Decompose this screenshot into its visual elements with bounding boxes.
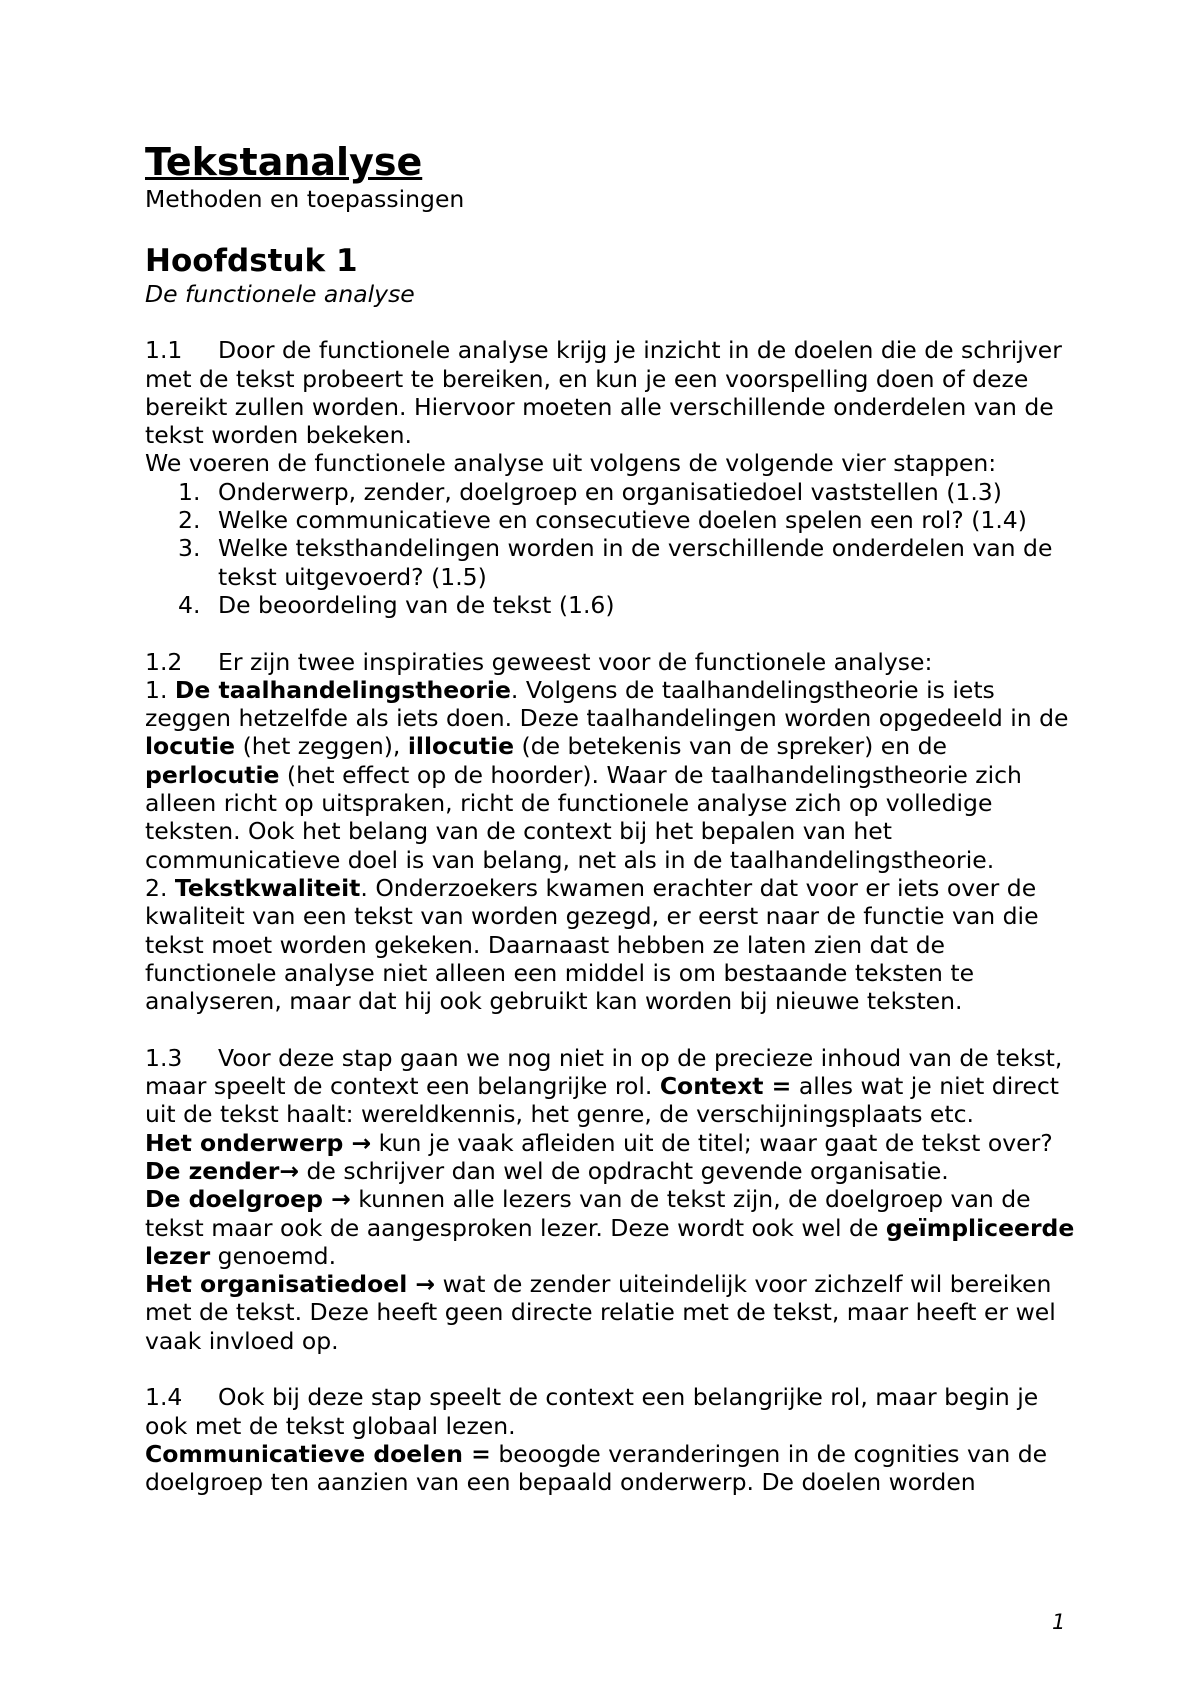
step-number: 4. bbox=[178, 590, 201, 619]
inspiration-number: 2. bbox=[145, 873, 168, 902]
definition-doelgroep bbox=[145, 1185, 1075, 1270]
inspiration-2 bbox=[145, 874, 1075, 1015]
step-item bbox=[178, 506, 1075, 535]
section-1-2-paragraph bbox=[145, 648, 1075, 676]
steps-intro: We voeren de functionele analyse uit volgens de volgende vier stappen: bbox=[145, 449, 997, 478]
section-1-2 bbox=[145, 648, 1075, 1016]
page-number: 1 bbox=[1052, 1610, 1066, 1634]
step-number: 1. bbox=[178, 477, 201, 506]
section-1-1 bbox=[145, 336, 1075, 619]
body-text: . Volgens de taalhandelingstheorie is iets zeggen hetzelfde als iets doen. Deze taalhandelingen worden opgedeeld in de bbox=[145, 675, 1069, 733]
section-1-1-paragraph bbox=[145, 336, 1075, 449]
body-text: wat de zender uiteindelijk voor zichzelf wil bereiken met de tekst. Deze heeft geen directe relatie met de tekst, maar heeft er wel vaak invloed op. bbox=[145, 1270, 1056, 1355]
body-text: alles wat je niet direct uit de tekst haalt: wereldkennis, het genre, de verschijningsplaats etc. bbox=[145, 1072, 1059, 1129]
section-1-4-paragraph bbox=[145, 1383, 1075, 1440]
step-text: Onderwerp, zender, doelgroep en organisatiedoel vaststellen (1.3) bbox=[218, 477, 1002, 506]
step-item bbox=[178, 477, 1075, 506]
step-text: Welke teksthandelingen worden in de verschillende onderdelen van de tekst uitgevoerd? (1.5) bbox=[218, 534, 1053, 591]
document-subtitle: Methoden en toepassingen bbox=[145, 185, 465, 213]
body-text: genoemd. bbox=[210, 1241, 337, 1270]
section-text: Ook bij deze stap speelt de context een belangrijke rol, maar begin je ook met de tekst globaal lezen. bbox=[145, 1383, 1039, 1440]
term-taalhandelingstheorie: De taalhandelingstheorie bbox=[174, 675, 511, 704]
term-geimpliceerde-lezer: geïmpliceerde lezer bbox=[145, 1213, 1075, 1270]
body-text: de schrijver dan wel de opdracht gevende organisatie. bbox=[299, 1156, 949, 1185]
definition-organisatiedoel bbox=[145, 1270, 1075, 1355]
section-number: 1.1 bbox=[145, 336, 183, 365]
document-page bbox=[145, 140, 1075, 1525]
definition-onderwerp bbox=[145, 1129, 1075, 1157]
chapter-subtitle: De functionele analyse bbox=[145, 280, 415, 308]
section-number: 1.3 bbox=[145, 1043, 183, 1072]
term-illocutie: illocutie bbox=[407, 732, 515, 761]
term-context: Context = bbox=[659, 1072, 792, 1101]
body-text: . Onderzoekers kwamen erachter dat voor er iets over de kwaliteit van een tekst van worden gezegd, er eerst naar de functie van die tekst moet worden gekeken. Daarnaast hebben ze laten zien dat de functionele analyse niet alleen een middel is om bestaande teksten te analyseren, maar dat hij ook gebruikt kan worden bij nieuwe teksten. bbox=[145, 873, 1039, 1016]
term-zender: De zender→ bbox=[145, 1156, 300, 1185]
steps-list bbox=[145, 478, 1075, 619]
term-communicatieve-doelen: Communicatieve doelen = bbox=[145, 1439, 491, 1468]
step-text: Welke communicatieve en consecutieve doelen spelen een rol? (1.4) bbox=[218, 506, 1027, 535]
definition-zender bbox=[145, 1157, 1075, 1185]
section-number: 1.2 bbox=[145, 647, 183, 676]
inspiration-number: 1. bbox=[145, 675, 168, 704]
body-text: kun je vaak afleiden uit de titel; waar gaat de tekst over? bbox=[371, 1128, 1053, 1157]
definition-communicatieve-doelen bbox=[145, 1440, 1075, 1497]
body-text: (de betekenis van de spreker) en de bbox=[514, 732, 947, 761]
term-doelgroep: De doelgroep → bbox=[145, 1185, 351, 1214]
body-text: (het zeggen), bbox=[235, 732, 408, 761]
chapter-title: Hoofdstuk 1 bbox=[145, 243, 358, 279]
inspiration-1 bbox=[145, 676, 1075, 874]
term-locutie: locutie bbox=[145, 732, 236, 761]
section-1-3 bbox=[145, 1044, 1075, 1355]
body-text: beoogde veranderingen in de cognities van de doelgroep ten aanzien van een bepaald onderwerp. De doelen worden bbox=[145, 1439, 1048, 1497]
section-1-4 bbox=[145, 1383, 1075, 1496]
body-text: Voor deze stap gaan we nog niet in op de precieze inhoud van de tekst, maar speelt de context een belangrijke rol. bbox=[145, 1043, 1063, 1101]
term-organisatiedoel: Het organisatiedoel → bbox=[145, 1270, 436, 1299]
body-text: kunnen alle lezers van de tekst zijn, de doelgroep van de tekst maar ook de aangesproken lezer. Deze wordt ook wel de bbox=[145, 1185, 1031, 1242]
body-text: (het effect op de hoorder). Waar de taalhandelingstheorie zich alleen richt op uitspraken, richt de functionele analyse zich op volledige teksten. Ook het belang van de context bij het bepalen van het communicatieve doel is van belang, net als in de taalhandelingstheorie. bbox=[145, 760, 1022, 874]
section-text: Er zijn twee inspiraties geweest voor de functionele analyse: bbox=[218, 647, 933, 676]
section-text: Door de functionele analyse krijg je inzicht in de doelen die de schrijver met de tekst probeert te bereiken, en kun je een voorspelling doen of deze bereikt zullen worden. Hiervoor moeten alle verschillende onderdelen van de tekst worden bekeken. bbox=[145, 336, 1062, 450]
step-number: 3. bbox=[178, 534, 201, 563]
term-perlocutie: perlocutie bbox=[145, 760, 280, 789]
term-tekstkwaliteit: Tekstkwaliteit bbox=[174, 873, 361, 902]
section-number: 1.4 bbox=[145, 1383, 183, 1412]
section-1-3-paragraph bbox=[145, 1044, 1075, 1129]
step-item bbox=[178, 534, 1075, 591]
term-onderwerp: Het onderwerp → bbox=[145, 1128, 372, 1157]
step-text: De beoordeling van de tekst (1.6) bbox=[218, 590, 615, 619]
step-number: 2. bbox=[178, 506, 201, 535]
document-title: Tekstanalyse bbox=[145, 140, 423, 184]
step-item bbox=[178, 590, 1075, 619]
